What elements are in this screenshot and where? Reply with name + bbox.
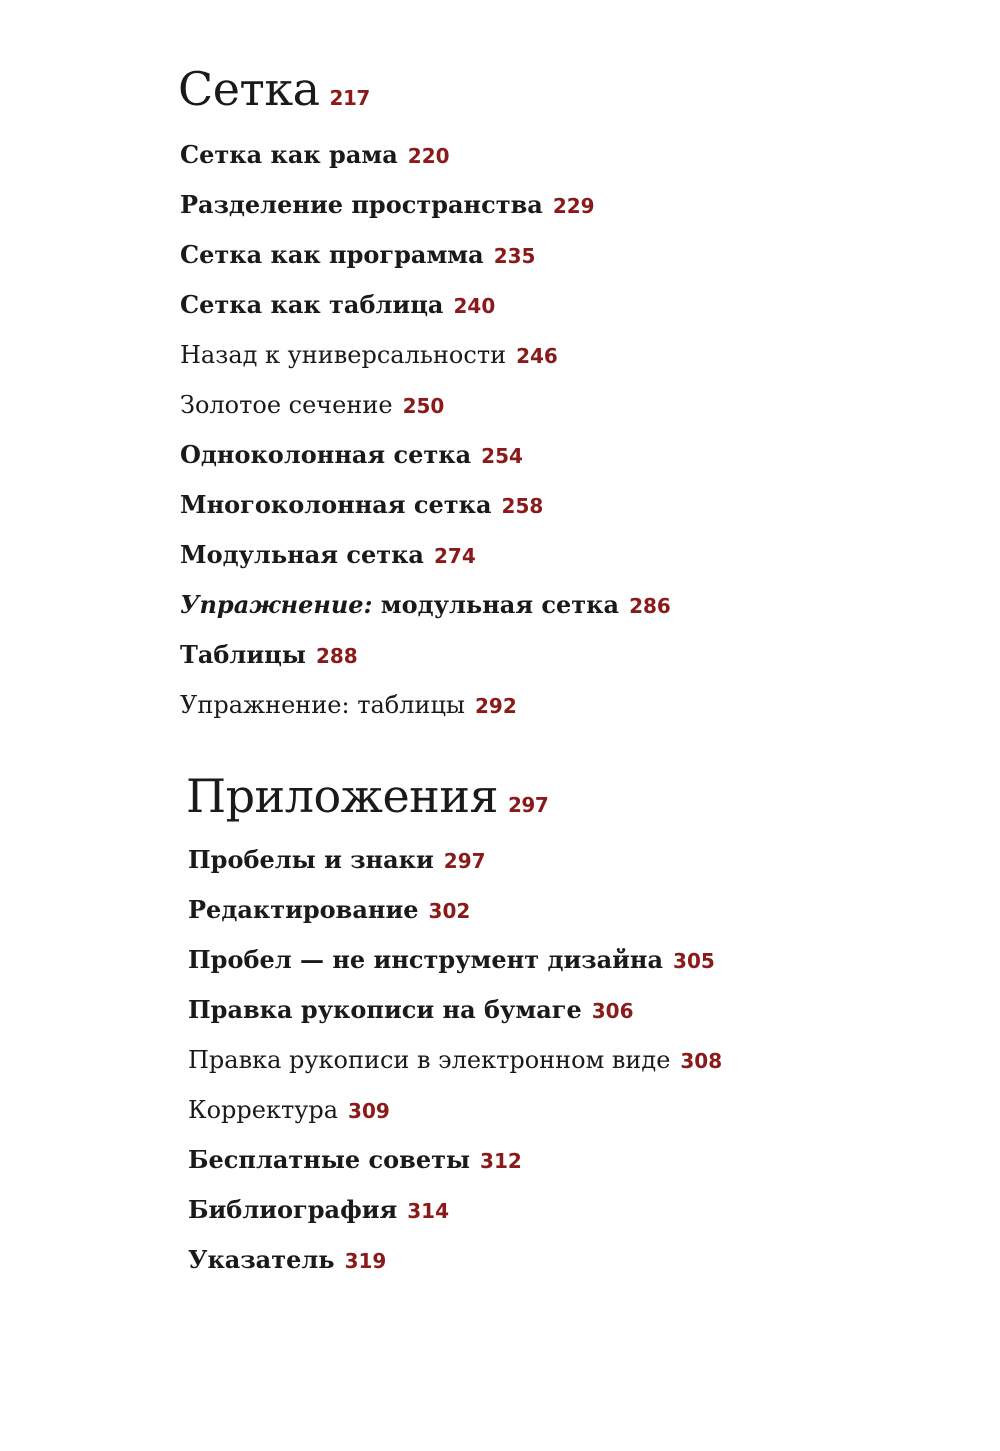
toc-item[interactable] (180, 330, 671, 380)
toc-item-label: Пробелы и знаки (188, 845, 434, 874)
toc-item-label: Бесплатные советы (188, 1145, 471, 1174)
toc-item-page: 288 (315, 644, 358, 668)
toc-item[interactable] (180, 230, 671, 280)
toc-item-page: 220 (407, 144, 450, 168)
section-page-number: 217 (329, 86, 370, 110)
toc-item-page: 319 (344, 1249, 387, 1273)
toc-item-label: Сетка как программа (180, 240, 484, 269)
toc-item-page: 229 (552, 194, 595, 218)
toc-item-page: 292 (475, 694, 517, 718)
toc-item-label: Корректура (188, 1096, 339, 1124)
toc-item[interactable] (180, 430, 671, 480)
toc-item[interactable] (188, 1235, 722, 1285)
toc-item-label: Золотое сечение (180, 391, 393, 419)
toc-item[interactable] (188, 835, 722, 885)
toc-list (188, 835, 722, 1285)
toc-item[interactable] (180, 280, 671, 330)
toc-item-label: Таблицы (180, 640, 306, 669)
toc-item-page: 312 (480, 1149, 522, 1173)
toc-item-page: 258 (501, 494, 544, 518)
toc-item-label: Многоколонная сетка (180, 490, 492, 519)
toc-item[interactable] (180, 130, 671, 180)
toc-item-page: 286 (629, 594, 671, 618)
section-title (178, 62, 671, 116)
toc-list (180, 130, 671, 730)
toc-item[interactable] (180, 380, 671, 430)
toc-item[interactable] (180, 530, 671, 580)
toc-item[interactable] (188, 1185, 722, 1235)
toc-item-page: 240 (453, 294, 496, 318)
toc-item-label: Библиография (188, 1195, 398, 1224)
toc-section-appendices (186, 769, 723, 1285)
toc-item-label: Разделение пространства (180, 190, 543, 219)
toc-item-page: 308 (680, 1049, 723, 1073)
toc-item[interactable] (188, 1035, 722, 1085)
toc-item[interactable] (180, 480, 671, 530)
toc-item[interactable] (180, 630, 671, 680)
toc-section-grid (178, 62, 671, 730)
toc-item-label: Правка рукописи на бумаге (188, 995, 582, 1024)
toc-item-prefix: Упражнение: (180, 590, 373, 619)
toc-item-label: Редактирование (188, 895, 419, 924)
toc-item-label: модульная сетка (380, 590, 620, 619)
toc-item-label: Модульная сетка (180, 540, 424, 569)
toc-item-page: 306 (591, 999, 634, 1023)
toc-item[interactable] (188, 1085, 722, 1135)
toc-item-label: Упражнение: таблицы (180, 691, 466, 719)
toc-item-page: 235 (493, 244, 536, 268)
toc-item[interactable] (188, 1135, 722, 1185)
toc-item-page: 274 (433, 544, 476, 568)
toc-item[interactable] (188, 885, 722, 935)
toc-item-page: 302 (428, 899, 471, 923)
toc-item-label: Указатель (188, 1245, 335, 1274)
section-title-text: Приложения (186, 769, 499, 823)
toc-item-label: Одноколонная сетка (180, 440, 472, 469)
toc-item[interactable] (188, 935, 722, 985)
toc-item-label: Сетка как таблица (180, 290, 444, 319)
toc-item-label: Правка рукописи в электронном виде (188, 1046, 671, 1074)
section-title (186, 769, 722, 823)
toc-item-label: Сетка как рама (180, 140, 398, 169)
toc-item-page: 297 (443, 849, 486, 873)
toc-item-page: 250 (402, 394, 445, 418)
section-title-text: Сетка (178, 62, 320, 116)
toc-item-page: 309 (348, 1099, 390, 1123)
toc-item-label: Назад к универсальности (180, 341, 507, 369)
toc-item[interactable] (180, 180, 671, 230)
toc-item[interactable] (180, 680, 671, 730)
toc-item-page: 246 (516, 344, 558, 368)
toc-item[interactable] (188, 985, 722, 1035)
toc-item-page: 254 (481, 444, 523, 468)
toc-item-page: 305 (673, 949, 715, 973)
toc-item[interactable] (180, 580, 671, 630)
toc-item-page: 314 (407, 1199, 450, 1223)
toc-item-label: Пробел — не инструмент дизайна (188, 945, 664, 974)
section-page-number: 297 (508, 793, 549, 817)
